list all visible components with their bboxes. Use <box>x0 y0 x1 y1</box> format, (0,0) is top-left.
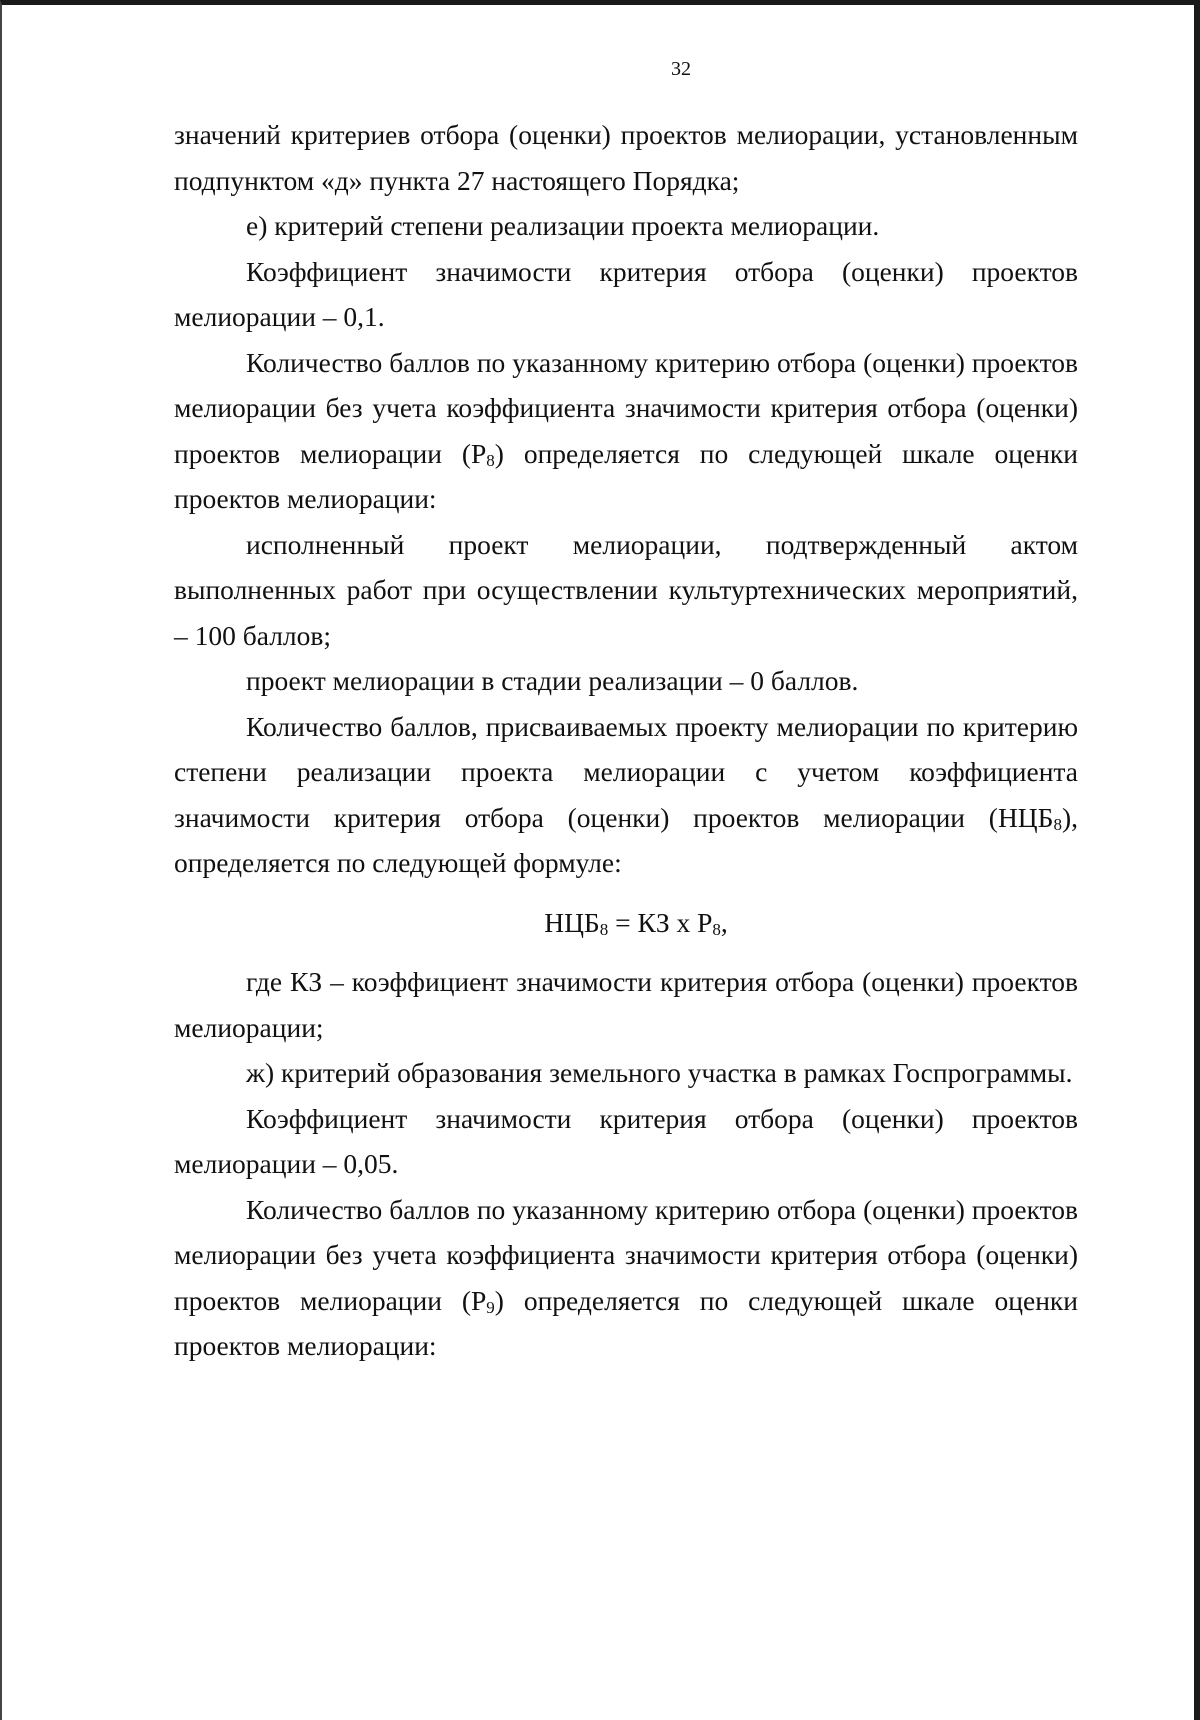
paragraph-text-before: Количество баллов по указанному критерию отбора (оценки) проектов мелиорации без учета коэффициента значимости критерия отбора (оценки) проектов мелиорации (Р <box>174 346 1078 469</box>
paragraph-kz-definition: где КЗ – коэффициент значимости критерия отбора (оценки) проектов мелиорации; <box>174 966 1078 1043</box>
paragraph-scale-item-completed: исполненный проект мелиорации, подтвержденный актом выполненных работ при осуществлении культуртехнических мероприятий, – 100 баллов; <box>174 528 1078 651</box>
paragraph-text-before: Количество баллов, присваиваемых проекту мелиорации по критерию степени реализации проекта мелиорации с учетом коэффициента значимости критерия отбора (оценки) проектов мелиорации (НЦБ <box>174 710 1078 833</box>
document-page <box>174 54 1078 1369</box>
paragraph-criterion-zh: ж) критерий образования земельного участка в рамках Госпрограммы. <box>246 1057 1073 1088</box>
document-body <box>174 112 1078 1369</box>
paragraph-text-after: ) определяется по следующей шкале оценки проектов мелиорации: <box>174 1284 1078 1361</box>
subscript: 8 <box>1053 814 1062 834</box>
paragraph-formula-intro <box>174 704 1078 886</box>
paragraph-scale-item-in-progress: проект мелиорации в стадии реализации – 0 баллов. <box>246 665 859 696</box>
paragraph-continuation: значений критериев отбора (оценки) проектов мелиорации, установленным подпунктом «д» пункта 27 настоящего Порядка; <box>174 119 1078 196</box>
paragraph-coefficient-zh: Коэффициент значимости критерия отбора (оценки) проектов мелиорации – 0,05. <box>174 1102 1078 1179</box>
formula-lhs-subscript: 8 <box>599 919 609 939</box>
page-number: 32 <box>671 58 691 80</box>
subscript: 9 <box>486 1297 495 1317</box>
paragraph-coefficient-e: Коэффициент значимости критерия отбора (оценки) проектов мелиорации – 0,1. <box>174 255 1078 332</box>
formula-rhs-subscript: 8 <box>712 919 721 939</box>
paragraph-text-before: Количество баллов по указанному критерию отбора (оценки) проектов мелиорации без учета коэффициента значимости критерия отбора (оценки) проектов мелиорации (Р <box>174 1193 1078 1316</box>
formula-tail: , <box>720 906 728 938</box>
paragraph-text-after: ), определяется по следующей формуле: <box>174 801 1078 878</box>
paragraph-points-scale-p8 <box>174 340 1078 522</box>
subscript: 8 <box>486 450 495 470</box>
formula-middle: = КЗ х Р <box>608 906 713 938</box>
paragraph-text-after: ) определяется по следующей шкале оценки проектов мелиорации: <box>174 437 1078 514</box>
formula <box>174 900 1078 946</box>
paragraph-points-scale-p9 <box>174 1187 1078 1369</box>
formula-lhs: НЦБ <box>544 906 600 938</box>
paragraph-criterion-e: е) критерий степени реализации проекта мелиорации. <box>246 210 880 241</box>
